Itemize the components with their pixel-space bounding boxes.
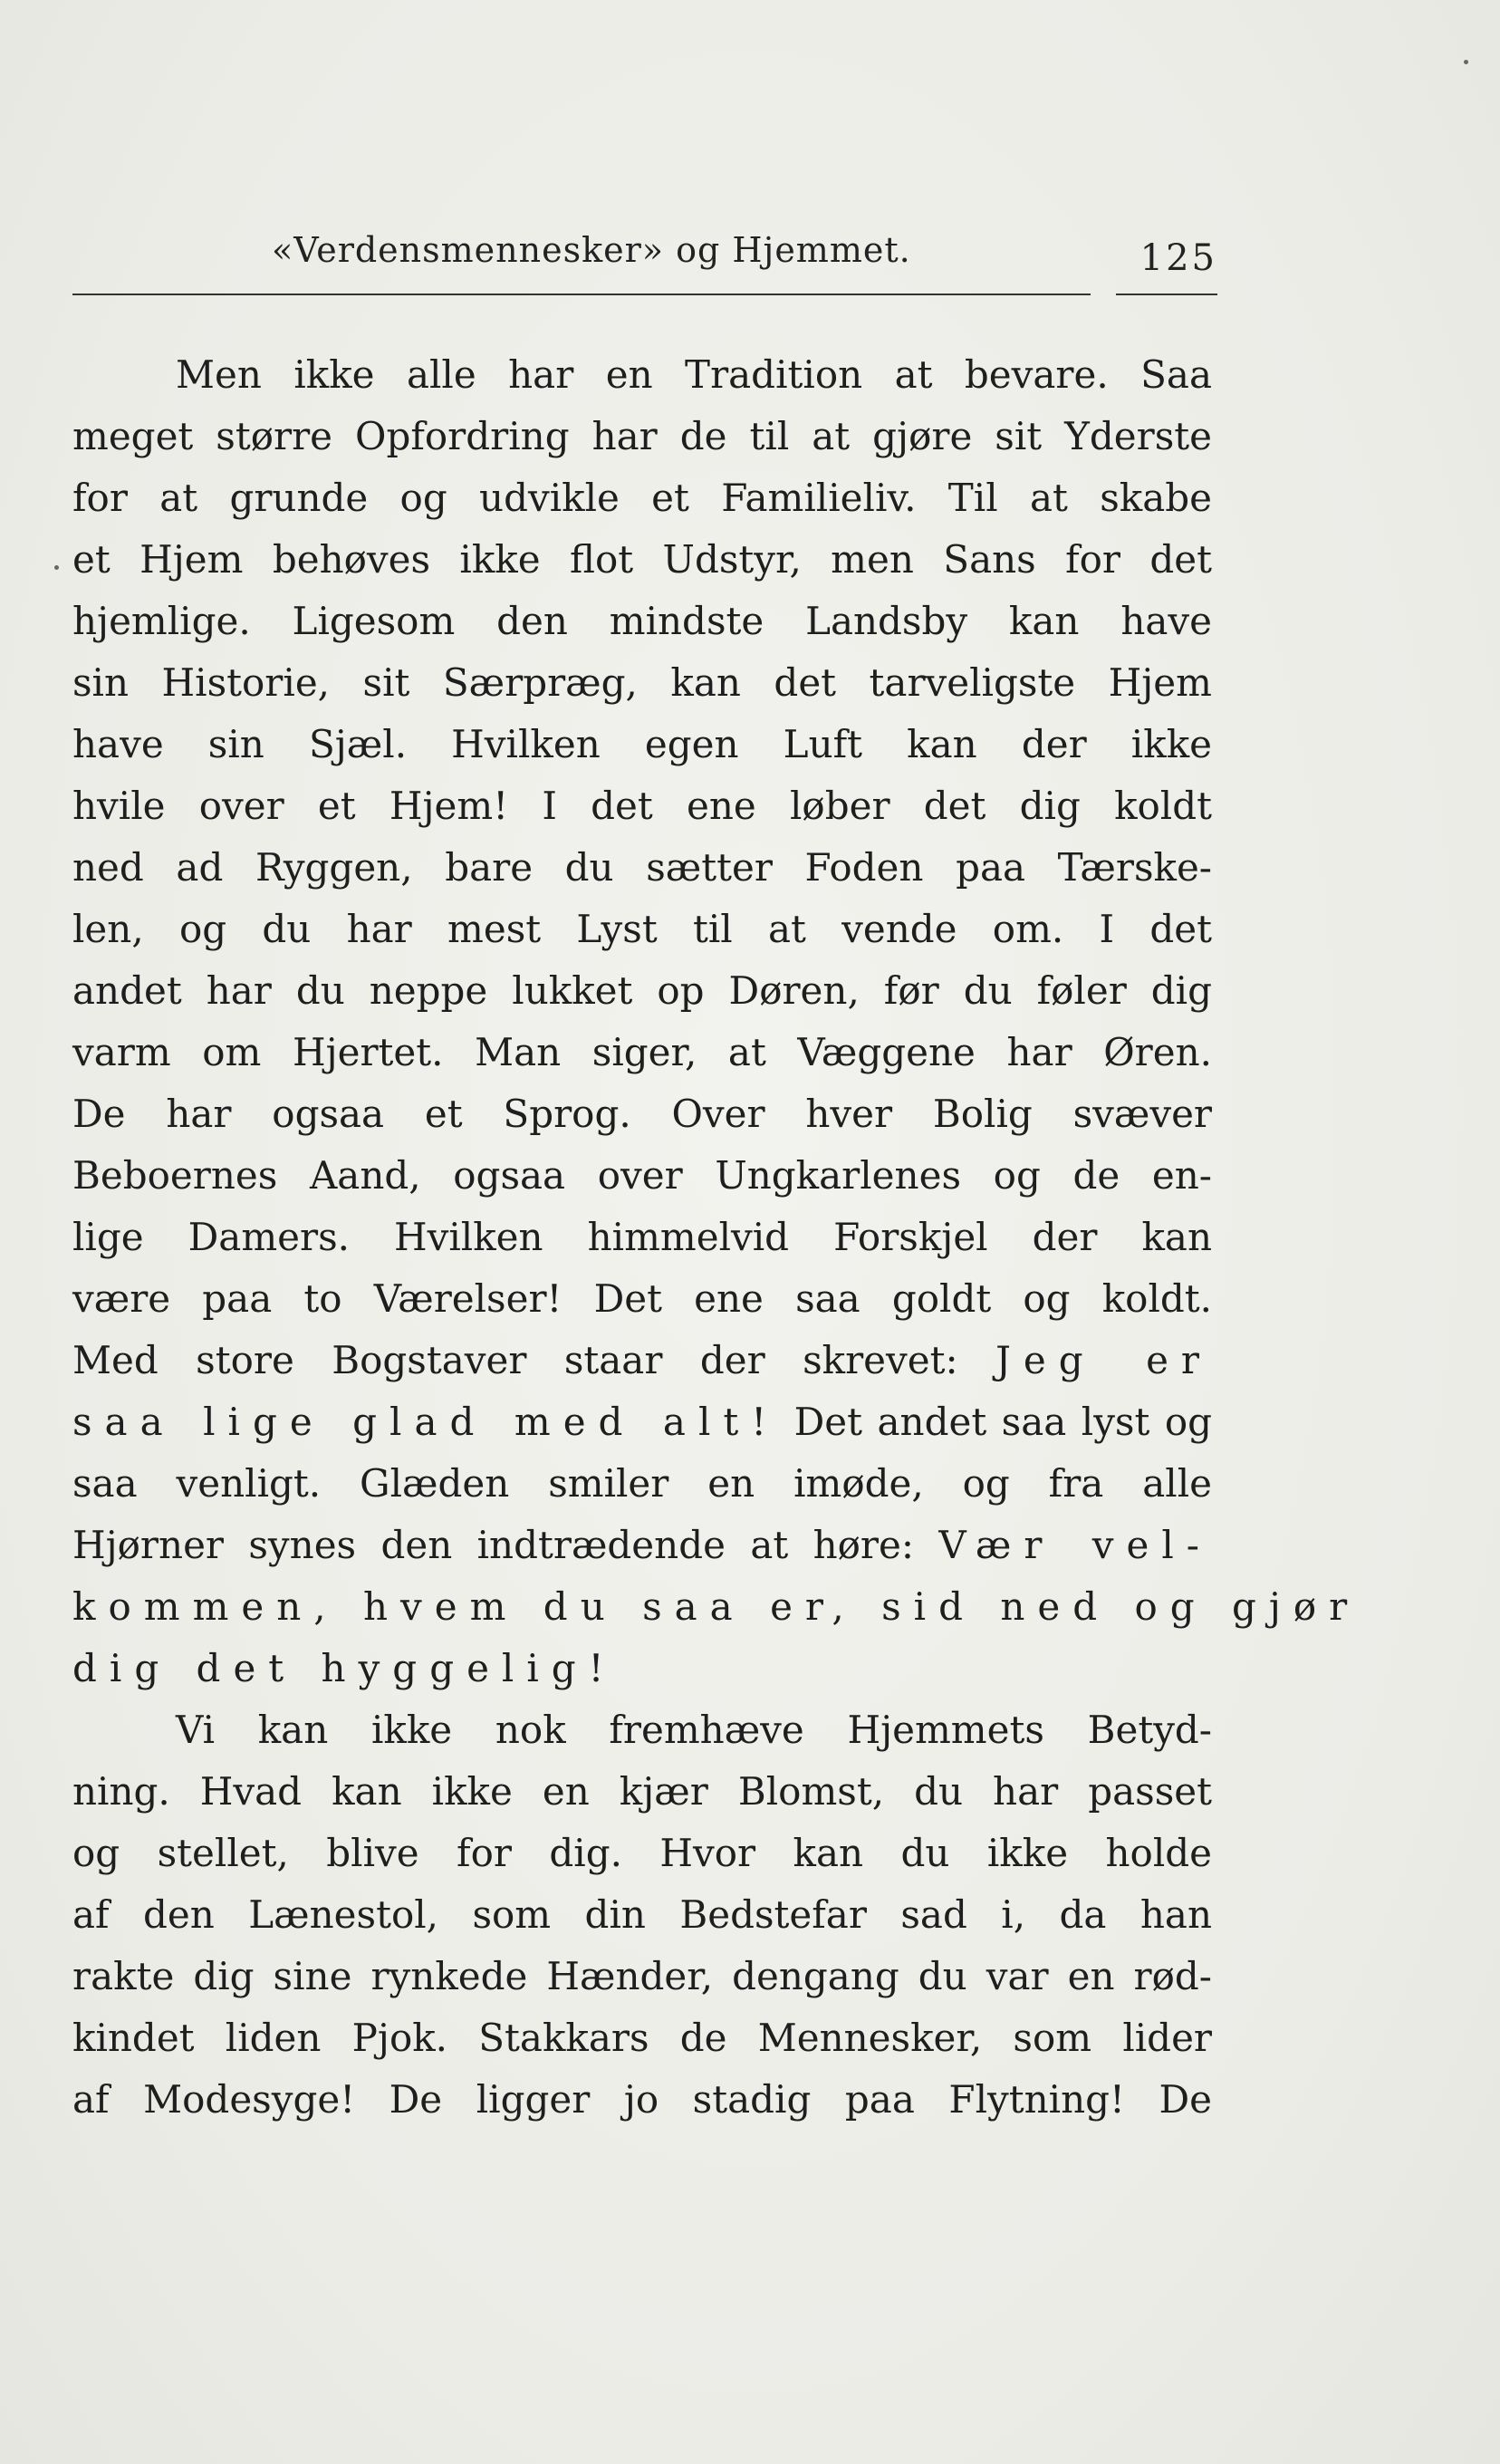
paper-speck: [54, 565, 59, 570]
text-line: saa lige glad med alt! Det andet saa lyst og: [72, 1400, 1212, 1444]
page-number: 125: [1139, 237, 1217, 279]
text-line: Hjørner synes den indtrædende at høre: Vær vel-: [72, 1523, 1212, 1567]
text-line: have sin Sjæl. Hvilken egen Luft kan der ikke: [72, 722, 1212, 766]
text-line: len, og du har mest Lyst til at vende om. I det: [72, 907, 1212, 951]
text-line: Beboernes Aand, ogsaa over Ungkarlenes og de en-: [72, 1153, 1212, 1198]
text-line: ning. Hvad kan ikke en kjær Blomst, du har passet: [72, 1769, 1212, 1814]
text-line: [72, 1576, 1361, 1638]
text-line: for at grunde og udvikle et Familieliv. Til at skabe: [72, 476, 1212, 520]
text-line: meget større Opfordring har de til at gjøre sit Yderste: [72, 414, 1212, 458]
spaced-emphasis: saa lige glad med alt!: [72, 1400, 780, 1444]
page-number-rule: [1116, 294, 1217, 295]
text-line: rakte dig sine rynkede Hænder, dengang du var en rød-: [72, 1954, 1212, 1998]
paper-speck: [1464, 60, 1468, 64]
text-line: lige Damers. Hvilken himmelvid Forskjel der kan: [72, 1215, 1212, 1259]
spaced-emphasis: Vær vel-: [938, 1523, 1212, 1567]
text-line: Men ikke alle har en Tradition at bevare. Saa: [176, 352, 1212, 397]
spaced-emphasis: kommen, hvem du saa er, sid ned og gjør: [72, 1584, 1361, 1629]
page-header: [72, 230, 1217, 303]
paragraph-end-line: [72, 1638, 1212, 1699]
text-line: andet har du neppe lukket op Døren, før du føler dig: [72, 968, 1212, 1013]
text-line: kindet liden Pjok. Stakkars de Mennesker, som lider: [72, 2016, 1212, 2060]
body-text: [72, 344, 1361, 2131]
text-line: være paa to Værelser! Det ene saa goldt og koldt.: [72, 1276, 1212, 1321]
text-line: saa venligt. Glæden smiler en imøde, og fra alle: [72, 1461, 1212, 1506]
text-line: varm om Hjertet. Man siger, at Væggene har Øren.: [72, 1030, 1212, 1074]
text-line: og stellet, blive for dig. Hvor kan du ikke holde: [72, 1831, 1212, 1875]
text-line: ned ad Ryggen, bare du sætter Foden paa Tærske-: [72, 845, 1212, 890]
running-title: «Verdensmennesker» og Hjemmet.: [272, 230, 911, 270]
text-line: af Modesyge! De ligger jo stadig paa Flytning! De: [72, 2077, 1212, 2122]
spaced-emphasis: dig det hyggelig!: [72, 1646, 617, 1690]
text-line: hjemlige. Ligesom den mindste Landsby kan have: [72, 599, 1212, 643]
text-line: et Hjem behøves ikke flot Udstyr, men Sans for det: [72, 537, 1212, 582]
text-line: De har ogsaa et Sprog. Over hver Bolig svæver: [72, 1092, 1212, 1136]
header-rule: [72, 294, 1091, 295]
text-line: Vi kan ikke nok fremhæve Hjemmets Betyd-: [176, 1708, 1212, 1752]
text-line: af den Lænestol, som din Bedstefar sad i, da han: [72, 1892, 1212, 1937]
text-line: sin Historie, sit Særpræg, kan det tarveligste Hjem: [72, 660, 1212, 705]
text-line: hvile over et Hjem! I det ene løber det dig koldt: [72, 784, 1212, 828]
text-line: Med store Bogstaver staar der skrevet: Jeg er: [72, 1338, 1212, 1382]
spaced-emphasis: Jeg er: [995, 1338, 1212, 1382]
